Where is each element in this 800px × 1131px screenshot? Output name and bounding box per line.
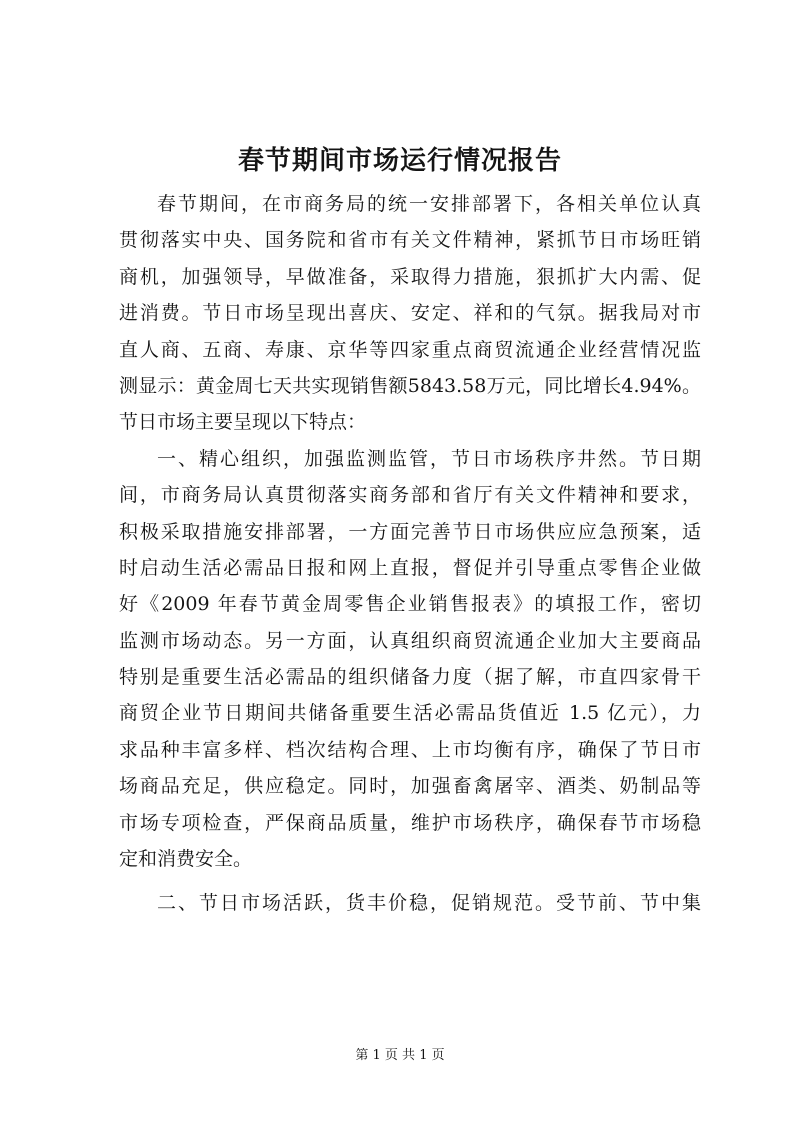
paragraph-section-two <box>119 885 701 921</box>
text-line: 求品种丰富多样、档次结构合理、上市均衡有序，确保了节日市 <box>119 738 701 761</box>
text-line: 场商品充足，供应稳定。同时，加强畜禽屠宰、酒类、奶制品等 <box>119 775 701 798</box>
document-title: 春节期间市场运行情况报告 <box>237 146 562 176</box>
text-line: 商贸企业节日期间共储备重要生活必需品货值近 1.5 亿元），力 <box>119 702 701 725</box>
text-line: 好《2009 年春节黄金周零售企业销售报表》的填报工作，密切 <box>119 593 701 616</box>
paragraph-section-one <box>119 441 701 878</box>
paragraph-gap <box>119 877 701 885</box>
text-line: 商机，加强领导，早做准备，采取得力措施，狠抓扩大内需、促 <box>119 265 701 288</box>
text-line: 贯彻落实中央、国务院和省市有关文件精神，紧抓节日市场旺销 <box>119 229 701 252</box>
text-line: 特别是重要生活必需品的组织储备力度（据了解，市直四家骨干 <box>119 666 701 689</box>
text-line: 一、精心组织，加强监测监管，节日市场秩序井然。节日期 <box>157 447 701 470</box>
text-line: 节日市场主要呈现以下特点： <box>119 411 367 434</box>
text-line: 时启动生活必需品日报和网上直报，督促并引导重点零售企业做 <box>119 556 701 579</box>
paragraph-intro <box>119 186 701 441</box>
text-line: 二、节日市场活跃，货丰价稳，促销规范。受节前、节中集 <box>157 892 701 915</box>
text-line: 测显示：黄金周七天共实现销售额5843.58万元，同比增长4.94%。 <box>119 374 701 397</box>
text-line: 春节期间，在市商务局的统一安排部署下，各相关单位认真 <box>157 193 701 215</box>
page-footer: 第 1 页 共 1 页 <box>355 1048 445 1063</box>
text-line: 直人商、五商、寿康、京华等四家重点商贸流通企业经营情况监 <box>119 338 701 361</box>
text-line: 市场专项检查，严保商品质量，维护市场秩序，确保春节市场稳 <box>119 811 701 834</box>
text-line: 积极采取措施安排部署，一方面完善节日市场供应应急预案，适 <box>119 520 701 543</box>
text-line: 间，市商务局认真贯彻落实商务部和省厅有关文件精神和要求， <box>119 484 701 507</box>
text-line: 进消费。节日市场呈现出喜庆、安定、祥和的气氛。据我局对市 <box>119 302 701 325</box>
text-line: 监测市场动态。另一方面，认真组织商贸流通企业加大主要商品 <box>119 629 701 652</box>
text-line: 定和消费安全。 <box>119 848 253 871</box>
document-body <box>119 186 701 922</box>
